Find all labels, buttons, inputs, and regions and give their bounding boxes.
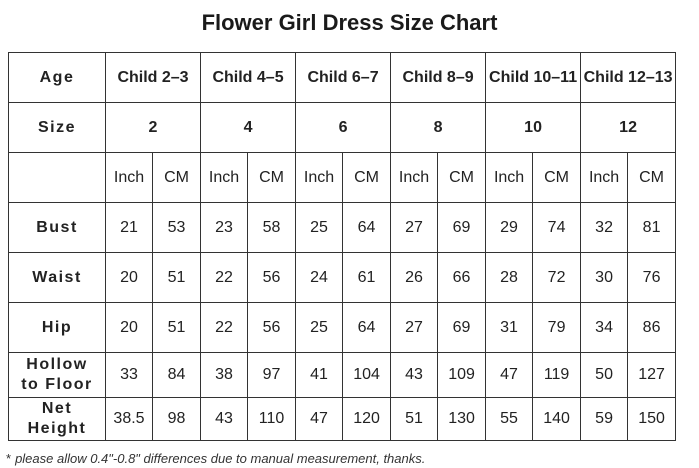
value-inch: 38 xyxy=(201,353,248,398)
value-cm: 150 xyxy=(628,398,676,441)
note-text: please allow 0.4"-0.8" differences due to manual measurement, thanks. xyxy=(15,451,426,466)
size-row xyxy=(9,103,676,153)
value-cm: 56 xyxy=(248,303,296,353)
value-cm: 98 xyxy=(153,398,201,441)
size-cell: 8 xyxy=(391,103,486,153)
unit-cm: CM xyxy=(153,153,201,203)
age-cell: Child 12–13 xyxy=(581,53,676,103)
value-cm: 86 xyxy=(628,303,676,353)
value-inch: 31 xyxy=(486,303,533,353)
value-cm: 81 xyxy=(628,203,676,253)
measurement-label xyxy=(9,353,106,398)
size-header: Size xyxy=(9,103,106,153)
value-inch: 41 xyxy=(296,353,343,398)
measurement-label-line: Height xyxy=(27,420,87,437)
value-inch: 27 xyxy=(391,203,438,253)
value-cm: 61 xyxy=(343,253,391,303)
note-asterisk: * xyxy=(6,451,12,466)
value-inch: 22 xyxy=(201,303,248,353)
value-cm: 130 xyxy=(438,398,486,441)
value-inch: 43 xyxy=(201,398,248,441)
value-cm: 109 xyxy=(438,353,486,398)
unit-cm: CM xyxy=(343,153,391,203)
value-cm: 74 xyxy=(533,203,581,253)
age-cell: Child 2–3 xyxy=(106,53,201,103)
value-cm: 104 xyxy=(343,353,391,398)
unit-inch: Inch xyxy=(296,153,343,203)
unit-cm: CM xyxy=(438,153,486,203)
value-cm: 69 xyxy=(438,203,486,253)
value-inch: 55 xyxy=(486,398,533,441)
size-cell: 10 xyxy=(486,103,581,153)
measurement-row xyxy=(9,253,676,303)
size-chart-table xyxy=(8,52,676,441)
value-inch: 20 xyxy=(106,303,153,353)
value-cm: 140 xyxy=(533,398,581,441)
value-cm: 56 xyxy=(248,253,296,303)
measurement-label-line: Net xyxy=(41,400,73,417)
value-inch: 26 xyxy=(391,253,438,303)
unit-cm: CM xyxy=(628,153,676,203)
value-cm: 53 xyxy=(153,203,201,253)
value-inch: 33 xyxy=(106,353,153,398)
measurement-label xyxy=(9,398,106,441)
value-inch: 22 xyxy=(201,253,248,303)
value-inch: 50 xyxy=(581,353,628,398)
measurement-row xyxy=(9,398,676,441)
measurement-row xyxy=(9,303,676,353)
measurement-note xyxy=(6,451,425,466)
value-cm: 58 xyxy=(248,203,296,253)
unit-inch: Inch xyxy=(486,153,533,203)
size-cell: 4 xyxy=(201,103,296,153)
unit-row xyxy=(9,153,676,203)
measurement-label xyxy=(9,253,106,303)
age-row xyxy=(9,53,676,103)
value-cm: 119 xyxy=(533,353,581,398)
value-inch: 20 xyxy=(106,253,153,303)
size-cell: 12 xyxy=(581,103,676,153)
value-inch: 24 xyxy=(296,253,343,303)
value-cm: 84 xyxy=(153,353,201,398)
value-cm: 66 xyxy=(438,253,486,303)
value-cm: 127 xyxy=(628,353,676,398)
unit-inch: Inch xyxy=(581,153,628,203)
age-header: Age xyxy=(9,53,106,103)
value-cm: 120 xyxy=(343,398,391,441)
measurement-row xyxy=(9,203,676,253)
unit-inch: Inch xyxy=(391,153,438,203)
measurement-label-line: to Floor xyxy=(21,376,93,393)
measurement-label-line: Waist xyxy=(32,268,82,286)
measurement-label-line: Bust xyxy=(36,218,78,236)
value-cm: 79 xyxy=(533,303,581,353)
size-cell: 6 xyxy=(296,103,391,153)
unit-row-blank xyxy=(9,153,106,203)
value-inch: 29 xyxy=(486,203,533,253)
value-cm: 110 xyxy=(248,398,296,441)
value-inch: 21 xyxy=(106,203,153,253)
measurement-label-line: Hollow xyxy=(26,356,88,373)
value-cm: 76 xyxy=(628,253,676,303)
unit-inch: Inch xyxy=(201,153,248,203)
measurement-rows xyxy=(9,203,676,441)
age-cell: Child 4–5 xyxy=(201,53,296,103)
value-cm: 64 xyxy=(343,303,391,353)
value-inch: 34 xyxy=(581,303,628,353)
value-cm: 51 xyxy=(153,303,201,353)
value-inch: 43 xyxy=(391,353,438,398)
unit-inch: Inch xyxy=(106,153,153,203)
value-inch: 25 xyxy=(296,203,343,253)
value-inch: 51 xyxy=(391,398,438,441)
value-cm: 51 xyxy=(153,253,201,303)
value-inch: 47 xyxy=(486,353,533,398)
measurement-label-line: Hip xyxy=(41,318,73,336)
value-inch: 27 xyxy=(391,303,438,353)
value-inch: 25 xyxy=(296,303,343,353)
age-cell: Child 8–9 xyxy=(391,53,486,103)
value-inch: 23 xyxy=(201,203,248,253)
value-inch: 38.5 xyxy=(106,398,153,441)
age-cell: Child 10–11 xyxy=(486,53,581,103)
value-inch: 59 xyxy=(581,398,628,441)
unit-cm: CM xyxy=(248,153,296,203)
unit-cm: CM xyxy=(533,153,581,203)
chart-title: Flower Girl Dress Size Chart xyxy=(201,10,498,35)
value-cm: 69 xyxy=(438,303,486,353)
value-cm: 64 xyxy=(343,203,391,253)
measurement-label xyxy=(9,303,106,353)
size-cell: 2 xyxy=(106,103,201,153)
measurement-label xyxy=(9,203,106,253)
value-cm: 72 xyxy=(533,253,581,303)
measurement-row xyxy=(9,353,676,398)
value-inch: 30 xyxy=(581,253,628,303)
value-inch: 47 xyxy=(296,398,343,441)
value-cm: 97 xyxy=(248,353,296,398)
value-inch: 32 xyxy=(581,203,628,253)
age-cell: Child 6–7 xyxy=(296,53,391,103)
value-inch: 28 xyxy=(486,253,533,303)
